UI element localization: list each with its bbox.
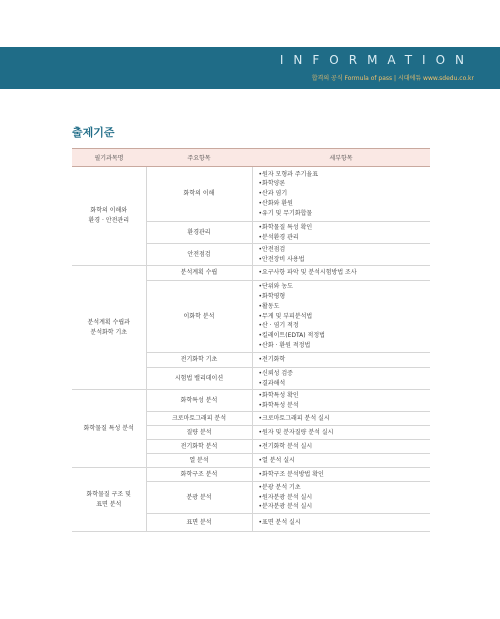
details-list xyxy=(259,456,431,466)
details-cell xyxy=(252,454,430,468)
detail-item: • 표면 분석 실시 xyxy=(259,518,431,528)
item-cell: 화학구조 분석 xyxy=(146,468,252,482)
detail-item: • 열 분석 실시 xyxy=(259,456,431,466)
subject-cell: 화학물질 구조 및 표면 분석 xyxy=(72,468,146,532)
table-row xyxy=(72,266,430,281)
details-cell xyxy=(252,482,430,514)
details-cell xyxy=(252,222,430,244)
details-cell xyxy=(252,244,430,266)
item-cell: 이화학 분석 xyxy=(146,281,252,353)
header-details: 세부항목 xyxy=(252,149,430,167)
item-cell: 표면 분석 xyxy=(146,514,252,532)
item-cell: 화학특성 분석 xyxy=(146,390,252,412)
details-cell xyxy=(252,368,430,390)
detail-item: • 원자분광 분석 실시 xyxy=(259,493,431,503)
section-title: 출제기준 xyxy=(72,126,115,139)
details-list xyxy=(259,369,431,389)
detail-item: • 신뢰성 검증 xyxy=(259,369,431,379)
detail-item: • 화학구조 분석방법 확인 xyxy=(259,470,431,480)
details-cell xyxy=(252,468,430,482)
details-cell xyxy=(252,353,430,368)
item-cell: 전기화학 분석 xyxy=(146,440,252,454)
table-body xyxy=(72,167,430,532)
detail-item: • 활동도 xyxy=(259,302,431,312)
table-row xyxy=(72,468,430,482)
exam-criteria-table xyxy=(72,148,430,532)
detail-item: • 전기화학 xyxy=(259,355,431,365)
item-cell: 열 분석 xyxy=(146,454,252,468)
details-list xyxy=(259,391,431,411)
detail-item: • 크로마토그래피 분석 실시 xyxy=(259,414,431,424)
detail-item: • 화학물질 특성 확인 xyxy=(259,223,431,233)
item-cell: 전기화학 기초 xyxy=(146,353,252,368)
details-list xyxy=(259,355,431,365)
item-cell: 분석계획 수립 xyxy=(146,266,252,281)
item-cell: 환경관리 xyxy=(146,222,252,244)
detail-item: • 결과해석 xyxy=(259,379,431,389)
details-cell xyxy=(252,440,430,454)
detail-item: • 산화와 환원 xyxy=(259,199,431,209)
item-cell: 분광 분석 xyxy=(146,482,252,514)
item-cell: 시험법 밸리데이션 xyxy=(146,368,252,390)
details-list xyxy=(259,414,431,424)
detail-item: • 산화 · 환원 적정법 xyxy=(259,341,431,351)
table-row xyxy=(72,167,430,222)
details-cell xyxy=(252,167,430,222)
detail-item: • 화학특성 확인 xyxy=(259,391,431,401)
details-list xyxy=(259,282,431,351)
detail-item: • 유기 및 무기화합물 xyxy=(259,209,431,219)
details-list xyxy=(259,223,431,243)
details-cell xyxy=(252,390,430,412)
header-subject: 필기과목명 xyxy=(72,149,146,167)
detail-item: • 전기화학 분석 실시 xyxy=(259,442,431,452)
info-banner xyxy=(0,47,500,89)
details-list xyxy=(259,470,431,480)
detail-item: • 화학양론 xyxy=(259,179,431,189)
subject-cell: 화학의 이해와 환경 · 안전관리 xyxy=(72,167,146,266)
item-cell: 크로마토그래피 분석 xyxy=(146,412,252,426)
header-item: 주요항목 xyxy=(146,149,252,167)
detail-item: • 분자분광 분석 실시 xyxy=(259,502,431,512)
details-list xyxy=(259,518,431,528)
detail-item: • 원자 모형과 주기율표 xyxy=(259,170,431,180)
subject-cell: 화학물질 특성 분석 xyxy=(72,390,146,468)
details-list xyxy=(259,170,431,219)
banner-subtitle: 합격의 공식 Formula of pass | 시대에듀 www.sdedu.co.kr xyxy=(311,75,474,82)
detail-item: • 분광 분석 기초 xyxy=(259,483,431,493)
details-list xyxy=(259,428,431,438)
table-header-row xyxy=(72,149,430,167)
detail-item: • 무게 및 부피분석법 xyxy=(259,312,431,322)
details-list xyxy=(259,245,431,265)
detail-item: • 킬레이트(EDTA) 적정법 xyxy=(259,331,431,341)
detail-item: • 산과 염기 xyxy=(259,189,431,199)
detail-item: • 분석환경 관리 xyxy=(259,233,431,243)
details-cell xyxy=(252,426,430,440)
details-cell xyxy=(252,281,430,353)
details-list xyxy=(259,483,431,512)
item-cell: 질량 분석 xyxy=(146,426,252,440)
table-row xyxy=(72,390,430,412)
item-cell: 안전점검 xyxy=(146,244,252,266)
detail-item: • 산 · 염기 적정 xyxy=(259,321,431,331)
detail-item: • 안전점검 xyxy=(259,245,431,255)
subject-cell: 분석계획 수립과 분석화학 기초 xyxy=(72,266,146,390)
details-cell xyxy=(252,266,430,281)
detail-item: • 안전장비 사용법 xyxy=(259,255,431,265)
detail-item: • 화학특성 분석 xyxy=(259,401,431,411)
detail-item: • 요구사항 파악 및 분석시험방법 조사 xyxy=(259,268,431,278)
details-cell xyxy=(252,514,430,532)
detail-item: • 화학평형 xyxy=(259,292,431,302)
detail-item: • 단위와 농도 xyxy=(259,282,431,292)
item-cell: 화학의 이해 xyxy=(146,167,252,222)
banner-title: INFORMATION xyxy=(279,53,474,67)
detail-item: • 원자 및 분자질량 분석 실시 xyxy=(259,428,431,438)
details-list xyxy=(259,442,431,452)
details-cell xyxy=(252,412,430,426)
details-list xyxy=(259,268,431,278)
